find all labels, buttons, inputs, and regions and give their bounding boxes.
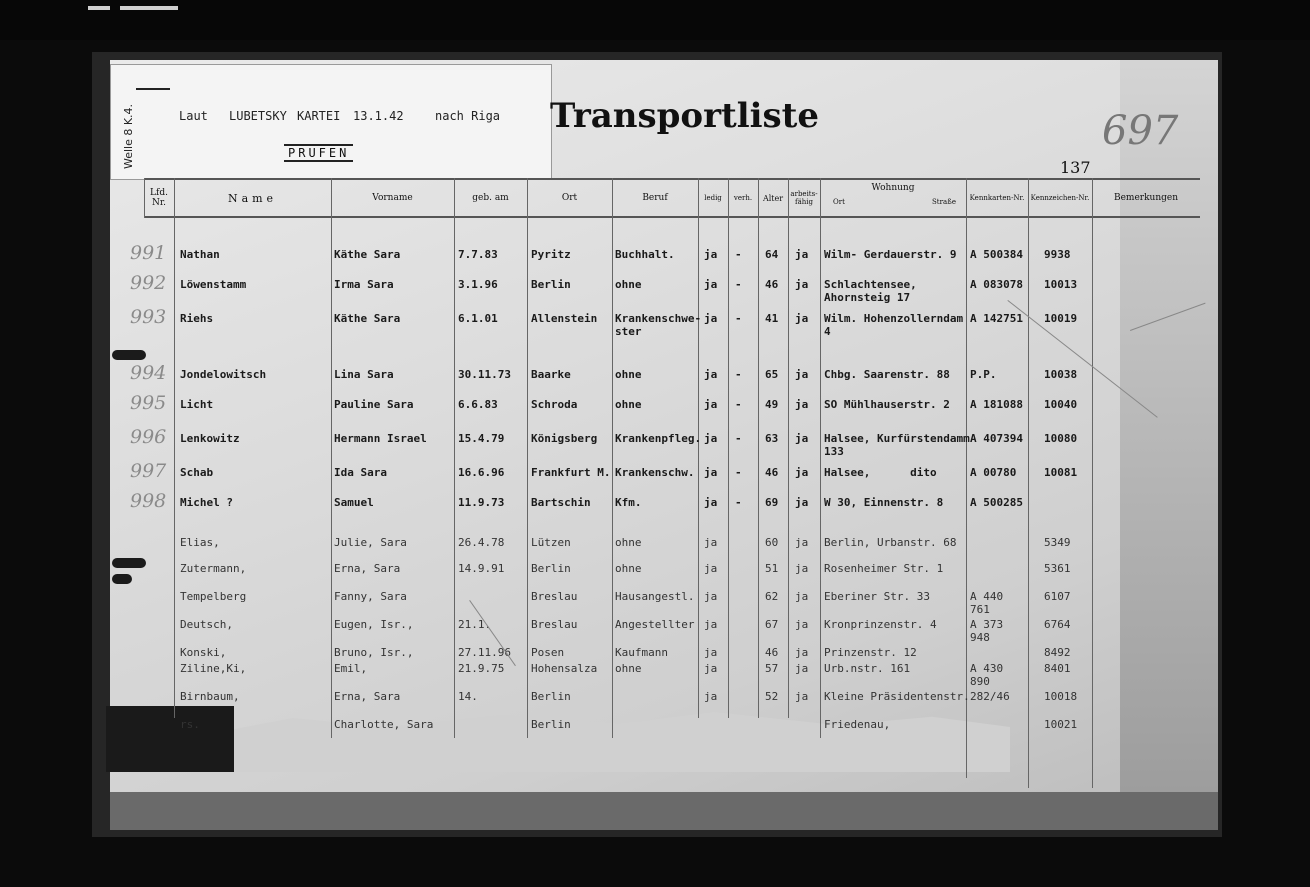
- column-rule: [820, 178, 821, 738]
- cell-beruf: ohne: [615, 278, 642, 291]
- cell-ledig: ja: [704, 690, 718, 703]
- cell-wohnung: Friedenau,: [824, 718, 891, 731]
- cell-wohnung: Schlachtensee, Ahornsteig 17: [824, 278, 917, 304]
- cell-ledig: ja: [704, 398, 718, 411]
- cell-ort: Allenstein: [531, 312, 598, 325]
- cell-ort: Berlin: [531, 562, 571, 575]
- cell-beruf: ohne: [615, 662, 642, 675]
- column-rule: [966, 178, 967, 778]
- cell-alter: 52: [765, 690, 779, 703]
- cell-wohnung: SO Mühlhauserstr. 2: [824, 398, 950, 411]
- label-word: KARTEI: [297, 109, 341, 123]
- cell-ort: Lützen: [531, 536, 571, 549]
- cell-alter: 69: [765, 496, 779, 509]
- film-mark: [88, 6, 110, 10]
- row-lfd-number: 997: [130, 460, 167, 482]
- cell-ort: Breslau: [531, 590, 578, 603]
- cell-ledig: ja: [704, 536, 718, 549]
- cell-kennzeichen: 10021: [1044, 718, 1078, 731]
- cell-geb: 6.1.01: [458, 312, 498, 325]
- header-kennzeichen: Kennzeichen-Nr.: [1030, 194, 1090, 203]
- cell-arbeit: ja: [795, 312, 809, 325]
- cell-verh: -: [735, 398, 742, 411]
- column-rule: [758, 178, 759, 718]
- cell-name: Birnbaum,: [180, 690, 240, 703]
- label-word: Laut: [179, 109, 208, 123]
- row-lfd-number: 996: [130, 426, 167, 448]
- cell-ledig: ja: [704, 618, 718, 631]
- cell-arbeit: ja: [795, 662, 809, 675]
- label-word: LUBETSKY: [229, 109, 287, 123]
- cell-vorname: Lina Sara: [334, 368, 394, 381]
- cell-geb: 14.: [458, 690, 478, 703]
- cell-kennkarte: A 440 761: [970, 590, 1004, 616]
- label-word: nach Riga: [435, 109, 501, 123]
- cell-wohnung: Prinzenstr. 12: [824, 646, 917, 659]
- cell-ort: Schroda: [531, 398, 578, 411]
- cell-vorname: Charlotte, Sara: [334, 718, 434, 731]
- cell-name: Elias,: [180, 536, 220, 549]
- cell-ort: Hohensalza: [531, 662, 598, 675]
- header-vorname: Vorname: [372, 193, 413, 204]
- cell-arbeit: ja: [795, 432, 809, 445]
- cell-name: Löwenstamm: [180, 278, 247, 291]
- cell-verh: -: [735, 248, 742, 261]
- cell-beruf: Buchhalt.: [615, 248, 675, 261]
- cell-ledig: ja: [704, 248, 718, 261]
- cell-verh: -: [735, 368, 742, 381]
- cell-kennkarte: A 142751: [970, 312, 1023, 325]
- cell-beruf: Hausangestl.: [615, 590, 695, 603]
- header-lfd: Lfd. Nr.: [150, 188, 168, 208]
- column-rule: [788, 178, 789, 718]
- cell-ort: Frankfurt M.: [531, 466, 611, 479]
- cell-kennkarte: A 083078: [970, 278, 1023, 291]
- cell-ort: Königsberg: [531, 432, 598, 445]
- header-wohnung-strasse: Straße: [932, 198, 956, 207]
- cell-wohnung: Urb.nstr. 161: [824, 662, 911, 675]
- column-rule: [728, 178, 729, 718]
- column-rule: [331, 178, 332, 738]
- header-kennkarte: Kennkarten-Nr.: [969, 194, 1025, 203]
- cell-alter: 57: [765, 662, 779, 675]
- cell-ledig: ja: [704, 312, 718, 325]
- cell-name: Deutsch,: [180, 618, 233, 631]
- cell-arbeit: ja: [795, 536, 809, 549]
- cell-alter: 64: [765, 248, 779, 261]
- cell-kennzeichen: 10040: [1044, 398, 1078, 411]
- handwritten-number: 697: [1102, 108, 1179, 154]
- cell-beruf: Krankenpfleg.: [615, 432, 702, 445]
- cell-vorname: Bruno, Isr.,: [334, 646, 414, 659]
- cell-alter: 46: [765, 646, 779, 659]
- cell-beruf: ohne: [615, 562, 642, 575]
- cell-kennzeichen: 10080: [1044, 432, 1078, 445]
- cell-vorname: Julie, Sara: [334, 536, 407, 549]
- cell-geb: 30.11.73: [458, 368, 511, 381]
- cell-name: Licht: [180, 398, 214, 411]
- cell-verh: -: [735, 432, 742, 445]
- cell-kennzeichen: 8401: [1044, 662, 1071, 675]
- cell-kennzeichen: 8492: [1044, 646, 1071, 659]
- cell-name: Lenkowitz: [180, 432, 240, 445]
- cell-arbeit: ja: [795, 278, 809, 291]
- row-lfd-number: 995: [130, 392, 167, 414]
- header-name: Name: [227, 191, 278, 205]
- cell-alter: 65: [765, 368, 779, 381]
- cell-arbeit: ja: [795, 368, 809, 381]
- cell-alter: 60: [765, 536, 779, 549]
- cell-alter: 46: [765, 278, 779, 291]
- cell-alter: 62: [765, 590, 779, 603]
- header-ledig: ledig: [704, 194, 722, 203]
- cell-kennkarte: A 181088: [970, 398, 1023, 411]
- cell-beruf: ohne: [615, 368, 642, 381]
- column-rule: [454, 178, 455, 738]
- row-lfd-number: 991: [130, 242, 167, 264]
- cell-arbeit: ja: [795, 398, 809, 411]
- cell-ort: Posen: [531, 646, 565, 659]
- cell-ort: Berlin: [531, 718, 571, 731]
- cell-kennzeichen: 10018: [1044, 690, 1078, 703]
- cell-wohnung: Wilm- Gerdauerstr. 9: [824, 248, 957, 261]
- cell-geb: 14.9.91: [458, 562, 505, 575]
- row-lfd-number: 998: [130, 490, 167, 512]
- cell-vorname: Irma Sara: [334, 278, 394, 291]
- cell-ledig: ja: [704, 646, 718, 659]
- cell-vorname: Käthe Sara: [334, 312, 401, 325]
- cell-name: Zutermann,: [180, 562, 247, 575]
- document-title: Transportliste: [550, 96, 820, 136]
- label-dash: [136, 88, 170, 90]
- cell-alter: 49: [765, 398, 779, 411]
- cell-vorname: Pauline Sara: [334, 398, 414, 411]
- cell-beruf: Angestellter: [615, 618, 695, 631]
- column-rule: [174, 178, 175, 718]
- cell-verh: -: [735, 466, 742, 479]
- cell-ledig: ja: [704, 562, 718, 575]
- cell-arbeit: ja: [795, 496, 809, 509]
- cell-verh: -: [735, 312, 742, 325]
- cell-wohnung: Kronprinzenstr. 4: [824, 618, 937, 631]
- cell-arbeit: ja: [795, 646, 809, 659]
- cell-ledig: ja: [704, 496, 718, 509]
- cell-geb: 7.7.83: [458, 248, 498, 261]
- cell-wohnung: Berlin, Urbanstr. 68: [824, 536, 957, 549]
- cell-kennzeichen: 10013: [1044, 278, 1078, 291]
- index-label-card: [110, 64, 552, 180]
- cell-ledig: ja: [704, 590, 718, 603]
- table-top-rule: [144, 178, 1200, 180]
- header-alter: Alter: [762, 193, 784, 203]
- column-rule: [612, 178, 613, 738]
- cell-kennzeichen: 9938: [1044, 248, 1071, 261]
- film-border-top: [0, 0, 1310, 40]
- cell-kennkarte: A 00780: [970, 466, 1017, 479]
- cell-arbeit: ja: [795, 248, 809, 261]
- cell-geb: 11.9.73: [458, 496, 505, 509]
- cell-geb: 21.9.75: [458, 662, 505, 675]
- cell-ort: Pyritz: [531, 248, 571, 261]
- cell-beruf: Krankenschw.: [615, 466, 695, 479]
- column-rule: [527, 178, 528, 738]
- cell-vorname: Erna, Sara: [334, 690, 401, 703]
- header-verh: verh.: [733, 194, 753, 203]
- cell-wohnung: Chbg. Saarenstr. 88: [824, 368, 950, 381]
- cell-geb: 6.6.83: [458, 398, 498, 411]
- missing-corner: [106, 706, 234, 772]
- binder-ring: [112, 558, 146, 568]
- cell-ledig: ja: [704, 432, 718, 445]
- cell-wohnung: Halsee, dito: [824, 466, 937, 479]
- cell-kennkarte: A 373 948: [970, 618, 1004, 644]
- cell-name: Ziline,Ki,: [180, 662, 247, 675]
- cell-verh: -: [735, 496, 742, 509]
- cell-geb: 27.11.96: [458, 646, 511, 659]
- cell-ledig: ja: [704, 368, 718, 381]
- cell-ort: Berlin: [531, 278, 571, 291]
- cell-alter: 63: [765, 432, 779, 445]
- cell-beruf: ohne: [615, 536, 642, 549]
- cell-alter: 46: [765, 466, 779, 479]
- cell-beruf: Kfm.: [615, 496, 642, 509]
- label-word: 13.1.42: [353, 109, 404, 123]
- cell-vorname: Käthe Sara: [334, 248, 401, 261]
- cell-verh: -: [735, 278, 742, 291]
- cell-kennkarte: A 500384: [970, 248, 1023, 261]
- cell-kennzeichen: 6764: [1044, 618, 1071, 631]
- cell-name: Michel ?: [180, 496, 233, 509]
- cell-kennkarte: A 407394: [970, 432, 1023, 445]
- pruefen-stamp: PRUFEN: [284, 144, 353, 162]
- header-wohnung-ort: Ort: [833, 198, 845, 207]
- cell-name: rs.: [180, 718, 200, 731]
- cell-kennzeichen: 6107: [1044, 590, 1071, 603]
- header-arbeit: arbeits-fähig: [790, 190, 818, 206]
- row-lfd-number: 993: [130, 306, 167, 328]
- cell-kennkarte: A 500285: [970, 496, 1023, 509]
- sheet-torn-right: [1120, 60, 1218, 792]
- column-rule: [698, 178, 699, 718]
- cell-ort: Berlin: [531, 690, 571, 703]
- cell-vorname: Emil,: [334, 662, 368, 675]
- header-ort: Ort: [561, 193, 578, 204]
- cell-kennzeichen: 10038: [1044, 368, 1078, 381]
- cell-vorname: Fanny, Sara: [334, 590, 407, 603]
- binder-ring: [112, 350, 146, 360]
- cell-arbeit: ja: [795, 590, 809, 603]
- cell-vorname: Samuel: [334, 496, 374, 509]
- cell-vorname: Hermann Israel: [334, 432, 427, 445]
- cell-kennzeichen: 10081: [1044, 466, 1078, 479]
- cell-ledig: ja: [704, 466, 718, 479]
- table-header-rule: [144, 216, 1200, 218]
- cell-alter: 41: [765, 312, 779, 325]
- cell-beruf: Kaufmann: [615, 646, 668, 659]
- column-rule: [1028, 178, 1029, 788]
- cell-name: Jondelowitsch: [180, 368, 267, 381]
- cell-kennzeichen: 10019: [1044, 312, 1078, 325]
- cell-vorname: Eugen, Isr.,: [334, 618, 414, 631]
- cell-ort: Breslau: [531, 618, 578, 631]
- cell-name: Konski,: [180, 646, 227, 659]
- cell-arbeit: ja: [795, 618, 809, 631]
- cell-kennzeichen: 5361: [1044, 562, 1071, 575]
- header-wohnung: Wohnung: [871, 183, 915, 194]
- label-side-note: Welle 8 K.4.: [122, 103, 136, 170]
- cell-wohnung: Rosenheimer Str. 1: [824, 562, 944, 575]
- cell-geb: 21.1.: [458, 618, 492, 631]
- cell-name: Riehs: [180, 312, 214, 325]
- cell-ort: Baarke: [531, 368, 571, 381]
- cell-wohnung: Eberiner Str. 33: [824, 590, 930, 603]
- cell-beruf: Krankenschwe- ster: [615, 312, 702, 338]
- header-geb: geb. am: [472, 193, 509, 204]
- cell-ledig: ja: [704, 278, 718, 291]
- cell-vorname: Ida Sara: [334, 466, 387, 479]
- cell-ledig: ja: [704, 662, 718, 675]
- binder-ring: [112, 574, 132, 584]
- cell-name: Schab: [180, 466, 214, 479]
- cell-arbeit: ja: [795, 690, 809, 703]
- cell-kennzeichen: 5349: [1044, 536, 1071, 549]
- cell-arbeit: ja: [795, 562, 809, 575]
- header-beruf: Beruf: [642, 193, 668, 204]
- film-mark: [120, 6, 178, 10]
- cell-alter: 51: [765, 562, 779, 575]
- cell-beruf: ohne: [615, 398, 642, 411]
- column-rule: [1092, 178, 1093, 788]
- cell-alter: 67: [765, 618, 779, 631]
- cell-wohnung: Wilm. Hohenzollerndam 4: [824, 312, 964, 338]
- row-lfd-number: 992: [130, 272, 167, 294]
- cell-wohnung: Halsee, Kurfürstendamm 133: [824, 432, 970, 458]
- cell-geb: 3.1.96: [458, 278, 498, 291]
- cell-name: Nathan: [180, 248, 220, 261]
- cell-geb: 15.4.79: [458, 432, 505, 445]
- cell-kennkarte: A 430 890: [970, 662, 1004, 688]
- cell-vorname: Erna, Sara: [334, 562, 401, 575]
- cell-geb: 16.6.96: [458, 466, 505, 479]
- cell-kennkarte: P.P.: [970, 368, 997, 381]
- cell-ort: Bartschin: [531, 496, 591, 509]
- page-number: 137: [1060, 158, 1091, 177]
- cell-geb: 26.4.78: [458, 536, 505, 549]
- cell-arbeit: ja: [795, 466, 809, 479]
- row-lfd-number: 994: [130, 362, 167, 384]
- cell-kennkarte: 282/46: [970, 690, 1010, 703]
- cell-wohnung: Kleine Präsidentenstr.: [824, 690, 970, 703]
- header-bemerkungen: Bemerkungen: [1113, 193, 1179, 204]
- cell-name: Tempelberg: [180, 590, 247, 603]
- cell-wohnung: W 30, Einnenstr. 8: [824, 496, 944, 509]
